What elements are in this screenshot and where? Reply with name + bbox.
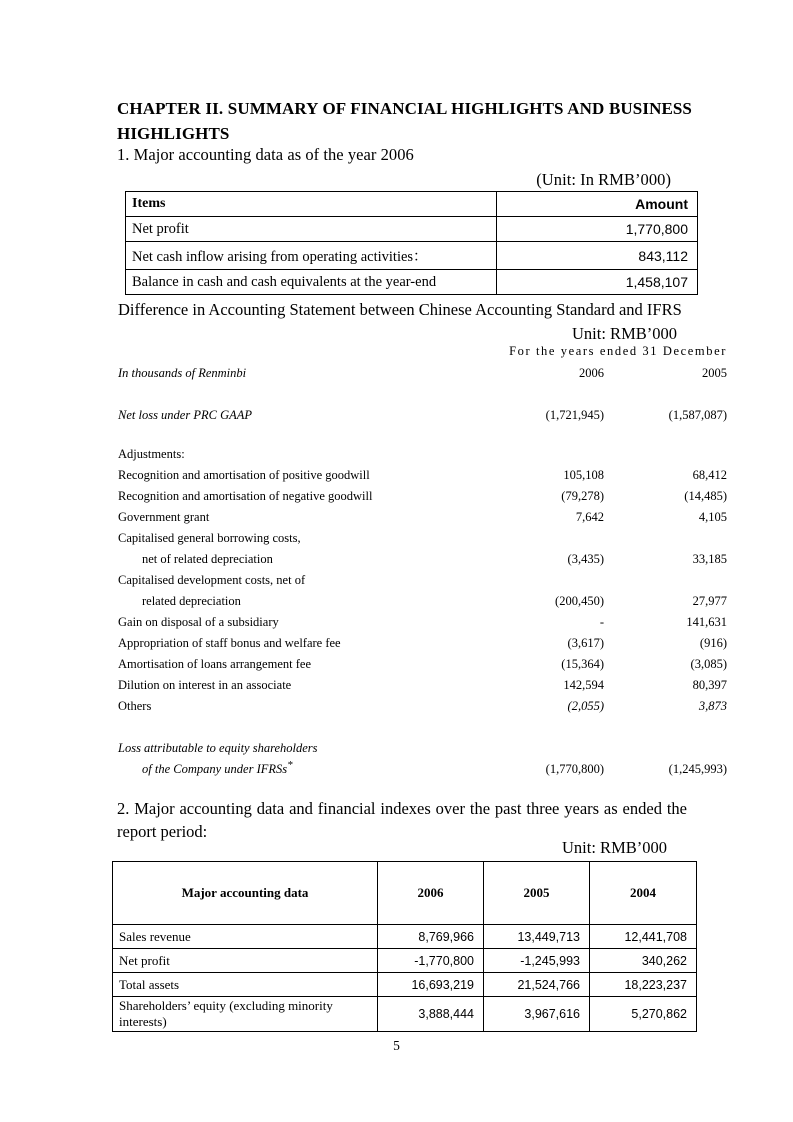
row-label-shareholders-equity: Shareholders’ equity (excluding minority interests) [113, 997, 378, 1032]
row-label-net-cash-inflow: Net cash inflow arising from operating activities： [126, 242, 497, 270]
ifrs-net-loss-2005: (1,587,087) [668, 408, 727, 422]
ifrs-adjustment-2005: (14,485) [684, 489, 727, 503]
ifrs-adjustment-row [118, 528, 727, 549]
sales-revenue-2006: 8,769,966 [378, 925, 484, 949]
ifrs-net-loss-label: Net loss under PRC GAAP [118, 408, 253, 422]
three-year-financial-indexes-table [112, 861, 697, 1032]
section-1-unit-note: (Unit: In RMB’000) [536, 170, 671, 189]
ifrs-total-2005: (1,245,993) [668, 762, 727, 776]
row-label-cash-balance: Balance in cash and cash equivalents at the year-end [126, 270, 497, 295]
total-assets-2004: 18,223,237 [590, 973, 697, 997]
table-row [126, 242, 698, 270]
net-profit-2004: 340,262 [590, 949, 697, 973]
spacer [118, 426, 727, 444]
ifrs-net-loss-2006: (1,721,945) [545, 408, 604, 422]
spacer [118, 717, 727, 738]
footnote-asterisk: * [287, 758, 293, 771]
sales-revenue-2004: 12,441,708 [590, 925, 697, 949]
section-2-unit-note: Unit: RMB’000 [562, 838, 667, 857]
ifrs-adjustment-row [118, 654, 727, 675]
row-value-net-cash-inflow: 843,112 [497, 242, 698, 270]
table-header-row [126, 192, 698, 217]
ifrs-adjustment-2006: (2,055) [567, 699, 604, 713]
major-accounting-data-table [125, 191, 698, 295]
column-header-items: Items [126, 192, 497, 217]
ifrs-total-row-line-2 [118, 759, 727, 780]
ifrs-unit-note: Unit: RMB’000 [572, 324, 677, 343]
chapter-heading-line-1: CHAPTER II. SUMMARY OF FINANCIAL HIGHLIGHTS AND BUSINESS [117, 99, 692, 118]
row-label-net-profit: Net profit [126, 217, 497, 242]
column-header-2006: 2006 [378, 862, 484, 925]
ifrs-adjustment-2006: 105,108 [563, 468, 604, 482]
ifrs-adjustment-row [118, 675, 727, 696]
ifrs-column-header-row [118, 363, 727, 384]
page-number: 5 [393, 1038, 400, 1053]
table-row [113, 949, 697, 973]
ifrs-adjustment-2006: - [599, 615, 604, 629]
ifrs-adjustment-row [118, 465, 727, 486]
ifrs-adjustment-2006: (3,617) [567, 636, 604, 650]
ifrs-adjustment-2005: (916) [699, 636, 727, 650]
shareholders-equity-2005: 3,967,616 [484, 997, 590, 1032]
ifrs-adjustment-label: Capitalised development costs, net of [118, 573, 306, 587]
ifrs-adjustment-2006: 142,594 [563, 678, 604, 692]
table-row [113, 997, 697, 1032]
table-row [126, 217, 698, 242]
ifrs-total-2006: (1,770,800) [545, 762, 604, 776]
ifrs-adjustment-2006: 7,642 [575, 510, 604, 524]
ifrs-net-loss-row [118, 405, 727, 426]
table-header-row [113, 862, 697, 925]
ifrs-adjustment-2005: 33,185 [692, 552, 727, 566]
ifrs-total-label-line-2 [118, 759, 293, 780]
ifrs-adjustment-row [118, 633, 727, 654]
column-header-amount: Amount [497, 192, 698, 217]
row-label-total-assets: Total assets [113, 973, 378, 997]
ifrs-year-header-2005: 2005 [702, 366, 727, 380]
ifrs-adjustment-2005: (3,085) [690, 657, 727, 671]
table-row [126, 270, 698, 295]
table-row [113, 925, 697, 949]
ifrs-adjustment-2005: 68,412 [692, 468, 727, 482]
chapter-heading [117, 96, 692, 146]
ifrs-adjustment-2005: 4,105 [698, 510, 727, 524]
ifrs-adjustment-2005: 141,631 [686, 615, 727, 629]
ifrs-adjustment-label: net of related depreciation [142, 552, 273, 566]
ifrs-adjustment-label: Gain on disposal of a subsidiary [118, 615, 279, 629]
total-assets-2006: 16,693,219 [378, 973, 484, 997]
ifrs-adjustments-label: Adjustments: [118, 447, 185, 461]
row-value-cash-balance: 1,458,107 [497, 270, 698, 295]
ifrs-adjustment-label: Recognition and amortisation of negative goodwill [118, 489, 373, 503]
ifrs-adjustment-row [118, 696, 727, 717]
shareholders-equity-2004: 5,270,862 [590, 997, 697, 1032]
ifrs-total-label-text: of the Company under IFRSs [142, 762, 288, 776]
section-2-subtitle: 2. Major accounting data and financial indexes over the past three years as ended the report period: [117, 799, 687, 841]
ifrs-adjustment-label: Capitalised general borrowing costs, [118, 531, 301, 545]
ifrs-adjustment-2006: (79,278) [561, 489, 604, 503]
net-profit-2005: -1,245,993 [484, 949, 590, 973]
ifrs-currency-note: In thousands of Renminbi [118, 366, 247, 380]
ifrs-adjustment-row [118, 549, 727, 570]
ifrs-year-header-2006: 2006 [579, 366, 604, 380]
row-label-net-profit: Net profit [113, 949, 378, 973]
ifrs-adjustment-2005: 27,977 [692, 594, 727, 608]
ifrs-adjustment-row [118, 507, 727, 528]
ifrs-adjustment-label: Recognition and amortisation of positive goodwill [118, 468, 370, 482]
column-header-2004: 2004 [590, 862, 697, 925]
row-value-net-profit: 1,770,800 [497, 217, 698, 242]
ifrs-adjustment-2005: 3,873 [698, 699, 727, 713]
ifrs-adjustment-2006: (15,364) [561, 657, 604, 671]
ifrs-adjustments-label-row [118, 444, 727, 465]
ifrs-adjustment-row [118, 591, 727, 612]
ifrs-adjustment-row [118, 570, 727, 591]
ifrs-adjustment-label: related depreciation [142, 594, 241, 608]
ifrs-adjustment-label: Dilution on interest in an associate [118, 678, 292, 692]
ifrs-section-heading: Difference in Accounting Statement between Chinese Accounting Standard and IFRS [118, 300, 682, 319]
column-header-major-accounting-data: Major accounting data [113, 862, 378, 925]
ifrs-period-header: For the years ended 31 December [509, 344, 727, 358]
ifrs-adjustment-2006: (3,435) [567, 552, 604, 566]
total-assets-2005: 21,524,766 [484, 973, 590, 997]
ifrs-adjustment-row [118, 486, 727, 507]
ifrs-adjustment-label: Others [118, 699, 152, 713]
spacer [118, 384, 727, 405]
ifrs-reconciliation-block [118, 363, 727, 780]
table-row [113, 973, 697, 997]
chapter-heading-line-2: HIGHLIGHTS [117, 124, 230, 143]
ifrs-adjustment-label: Appropriation of staff bonus and welfare fee [118, 636, 341, 650]
shareholders-equity-2006: 3,888,444 [378, 997, 484, 1032]
sales-revenue-2005: 13,449,713 [484, 925, 590, 949]
ifrs-adjustment-row [118, 612, 727, 633]
ifrs-total-label-line-1: Loss attributable to equity shareholders [118, 741, 318, 755]
net-profit-2006: -1,770,800 [378, 949, 484, 973]
section-1-subtitle: 1. Major accounting data as of the year 2006 [117, 145, 414, 164]
ifrs-total-row-line-1 [118, 738, 727, 759]
ifrs-adjustment-label: Amortisation of loans arrangement fee [118, 657, 311, 671]
ifrs-adjustment-2005: 80,397 [692, 678, 727, 692]
ifrs-adjustment-2006: (200,450) [555, 594, 604, 608]
ifrs-adjustment-label: Government grant [118, 510, 210, 524]
column-header-2005: 2005 [484, 862, 590, 925]
row-label-sales-revenue: Sales revenue [113, 925, 378, 949]
